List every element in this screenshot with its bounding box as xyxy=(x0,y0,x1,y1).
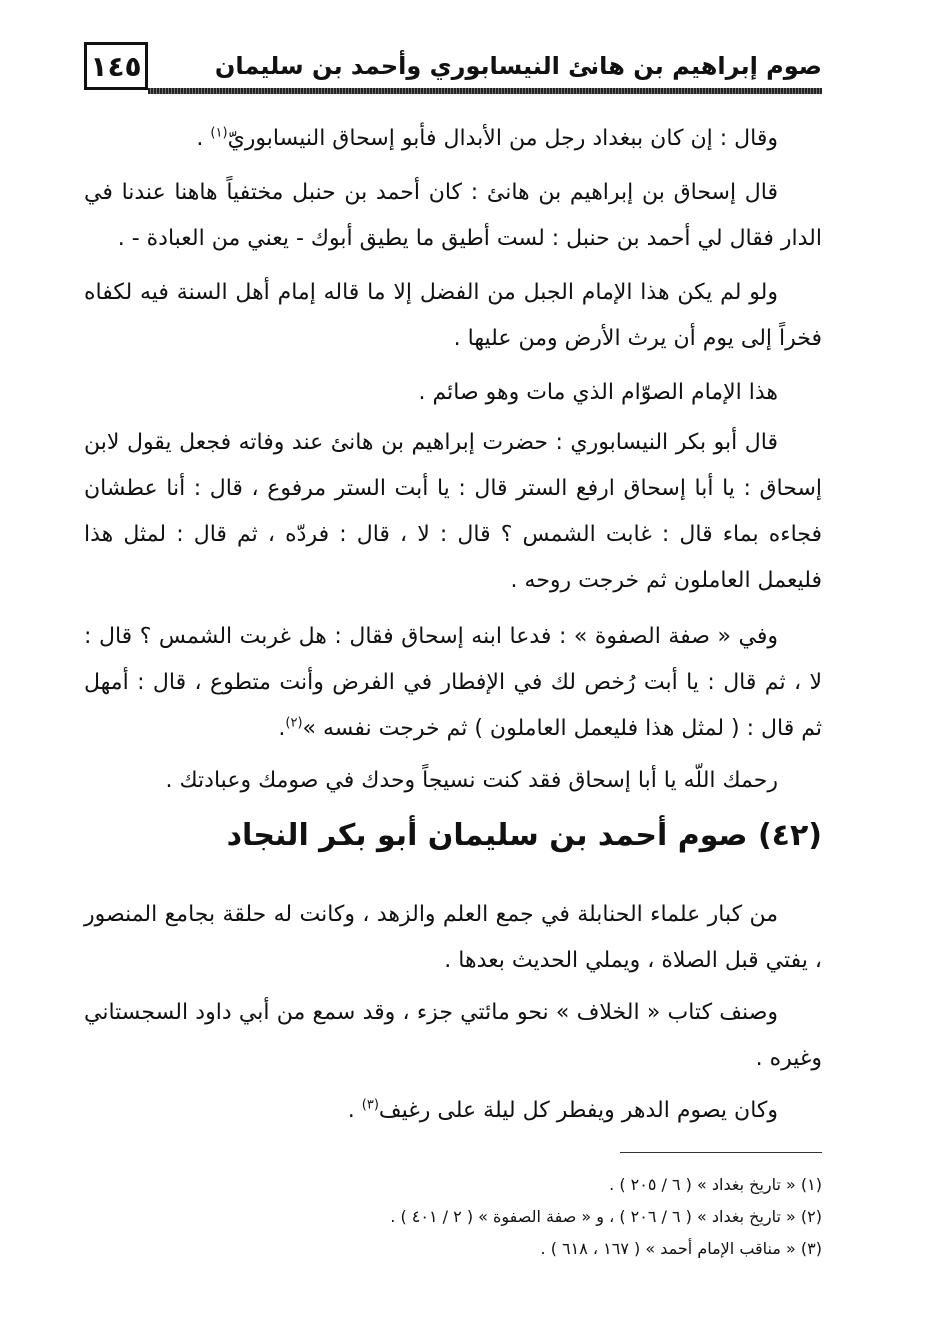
section-title: (٤٢) صوم أحمد بن سليمان أبو بكر النجاد xyxy=(226,818,822,853)
paragraph-7: رحمك اللّه يا أبا إسحاق فقد كنت نسيجاً وحدك في صومك وعبادتك . xyxy=(165,768,778,793)
section-paragraph-2: وصنف كتاب « الخلاف » نحو مائتي جزء ، وقد سمع من أبي داود السجستاني وغيره . xyxy=(84,1000,822,1071)
running-title: صوم إبراهيم بن هانئ النيسابوري وأحمد بن سليمان xyxy=(214,52,822,80)
paragraph-4: هذا الإمام الصوّام الذي مات وهو صائم . xyxy=(418,380,778,405)
footnote-1: (١) « تاريخ بغداد » ( ٦ / ٢٠٥ ) . xyxy=(609,1175,822,1194)
paragraph-2: قال إسحاق بن إبراهيم بن هانئ : كان أحمد بن حنبل مختفياً هاهنا عندنا في الدار فقال لي أحمد بن حنبل : لست أطيق ما يطيق أبوك - يعني من العبادة - . xyxy=(84,180,822,251)
paragraph-text: وفي « صفة الصفوة » : فدعا ابنه إسحاق فقال : هل غربت الشمس ؟ قال : لا ، ثم قال : يا أبت رُخص لك في الإفطار في الفرض وأنت متطوع ، قال : أمهل ثم قال : ( لمثل هذا فليعمل العاملون ) ثم خرجت نفسه » xyxy=(84,624,822,741)
footnote-mark: (٢) xyxy=(285,715,303,731)
paragraph-tail: . xyxy=(347,1098,362,1123)
section-paragraph-3 xyxy=(84,1088,822,1134)
paragraph-5: قال أبو بكر النيسابوري : حضرت إبراهيم بن هانئ عند وفاته فجعل يقول لابن إسحاق : يا أبا إسحاق ارفع الستر قال : يا أبت الستر مرفوع ، قال : أنا عطشان فجاءه بماء قال : غابت الشمس ؟ قال : لا ، قال : فردّه ، ثم قال : لمثل هذا فليعمل العاملون ثم خرجت روحه . xyxy=(84,430,822,593)
footnote-mark: (٣) xyxy=(361,1097,379,1113)
footnote-2: (٢) « تاريخ بغداد » ( ٦ / ٢٠٦ ) ، و « صفة الصفوة » ( ٢ / ٤٠١ ) . xyxy=(390,1207,822,1226)
paragraph-1 xyxy=(84,116,822,162)
paragraph-tail: . xyxy=(278,716,286,741)
footnote-rule xyxy=(620,1152,822,1153)
footnote-3: (٣) « مناقب الإمام أحمد » ( ١٦٧ ، ٦١٨ ) . xyxy=(540,1239,822,1258)
paragraph-3: ولو لم يكن هذا الإمام الجبل من الفضل إلا ما قاله إمام أهل السنة فيه لكفاه فخراً إلى يوم أن يرث الأرض ومن عليها . xyxy=(84,280,822,351)
paragraph-text: وكان يصوم الدهر ويفطر كل ليلة على رغيف xyxy=(378,1098,778,1123)
page-header xyxy=(84,40,822,96)
page-number: ١٤٥ xyxy=(84,42,148,90)
footnote-mark: (١) xyxy=(210,125,228,141)
section-paragraph-1: من كبار علماء الحنابلة في جمع العلم والزهد ، وكانت له حلقة بجامع المنصور ، يفتي قبل الصلاة ، ويملي الحديث بعدها . xyxy=(84,902,822,973)
header-rule xyxy=(148,88,822,94)
paragraph-tail: . xyxy=(196,126,211,151)
paragraph-text: وقال : إن كان ببغداد رجل من الأبدال فأبو إسحاق النيسابوريّ xyxy=(227,126,778,151)
paragraph-6 xyxy=(84,614,822,752)
